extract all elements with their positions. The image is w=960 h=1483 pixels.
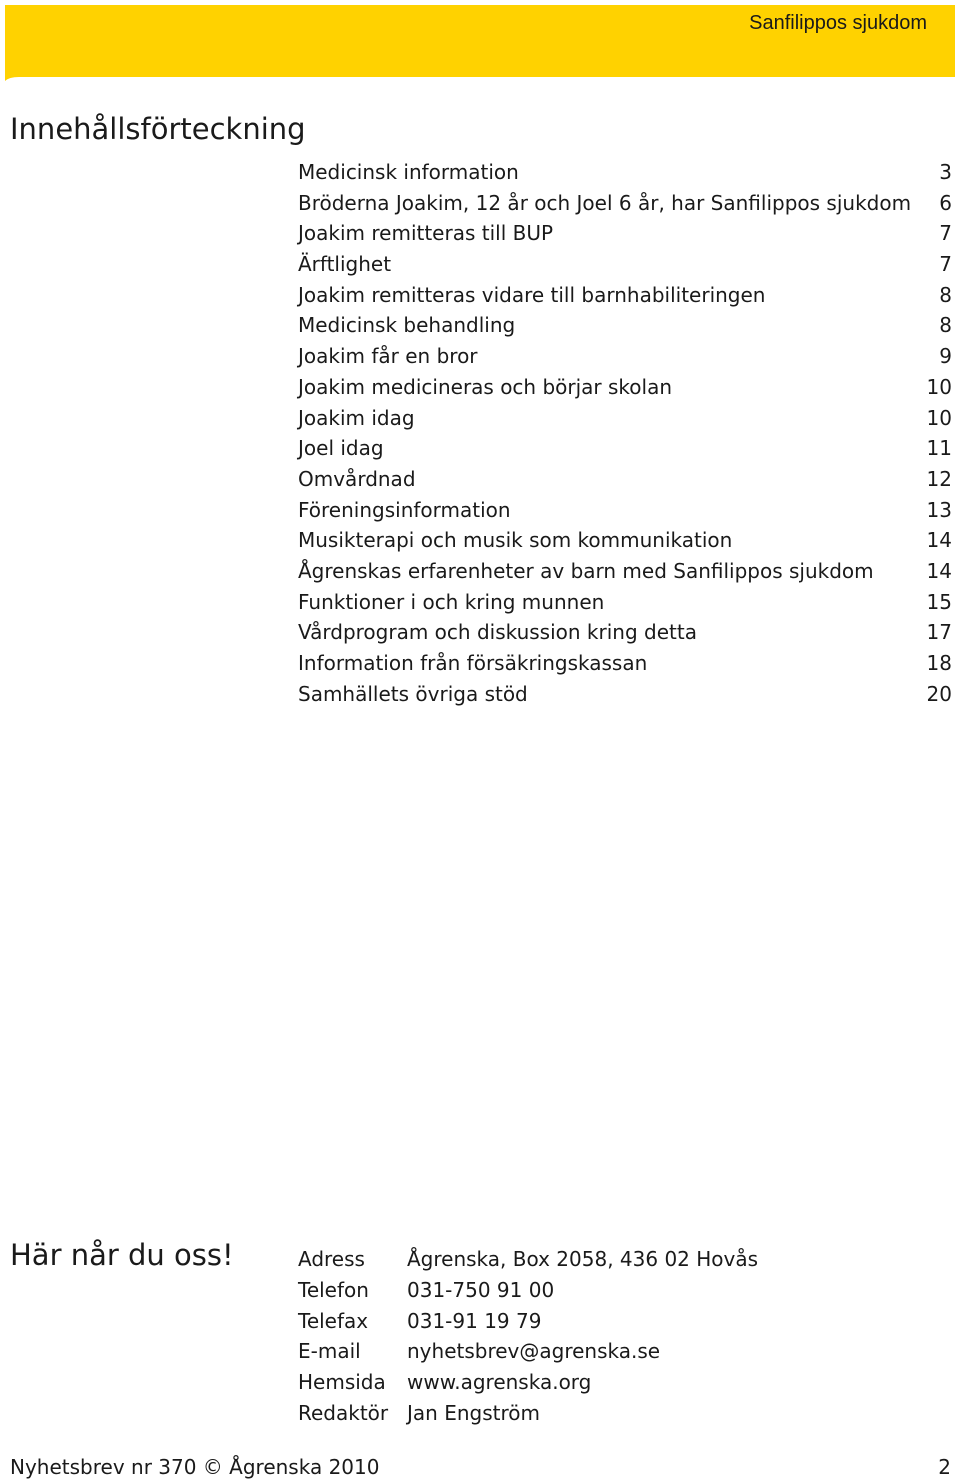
toc-entry [298,157,952,188]
toc-entry [298,587,952,618]
toc-entry [298,310,952,341]
toc-entry-title: Ågrenskas erfarenheter av barn med Sanfilippos sjukdom [298,558,874,583]
toc-entry-page: 11 [926,436,952,461]
toc-entry [298,433,952,464]
toc-entry-title: Omvårdnad [298,466,416,491]
contact-label: Telefax [298,1308,369,1333]
toc-entry [298,617,952,648]
contact-row [298,1398,758,1429]
toc-entry-title: Ärftlighet [298,252,392,277]
contact-value: nyhetsbrev@agrenska.se [407,1339,661,1364]
toc-entry-page: 3 [939,160,952,184]
toc-entry-title: Medicinsk information [298,160,519,184]
contact-row [298,1306,758,1337]
toc-entry [298,188,952,219]
toc-entry [298,341,952,372]
toc-entry-page: 6 [939,190,952,215]
toc-entry-title: Medicinsk behandling [298,313,516,338]
toc-entry-page: 17 [926,620,952,645]
toc-entry-title: Vårdprogram och diskussion kring detta [298,620,697,645]
toc-entry [298,464,952,495]
toc-entry-page: 14 [926,528,952,553]
toc-entry-title: Föreningsinformation [298,497,511,522]
contact-row [298,1336,758,1367]
toc-entry-page: 8 [939,282,952,307]
contact-row [298,1275,758,1306]
toc-entry-title: Samhällets övriga stöd [298,681,528,706]
toc-entry-page: 10 [926,405,952,430]
toc-heading: Innehållsförteckning [10,112,306,146]
toc-entry-title: Joakim remitteras vidare till barnhabiliteringen [298,282,766,307]
toc-entry [298,218,952,249]
contact-row [298,1367,758,1398]
contact-label: Redaktör [298,1400,389,1425]
toc-entry [298,495,952,526]
toc-entry [298,679,952,710]
toc-entry [298,525,952,556]
toc-entry-title: Joakim medicineras och börjar skolan [298,374,673,399]
contact-value: www.agrenska.org [407,1370,592,1395]
toc-entry-page: 8 [939,313,952,338]
toc-entry [298,280,952,311]
contact-label: Adress [298,1247,365,1271]
contact-value: Jan Engström [407,1400,540,1425]
toc-entry-title: Funktioner i och kring munnen [298,589,605,614]
contact-row [298,1244,758,1275]
toc-entry-title: Information från försäkringskassan [298,651,648,675]
footer-text: Nyhetsbrev nr 370 © Ågrenska 2010 [10,1455,380,1479]
toc-entry-title: Joakim remitteras till BUP [298,221,554,246]
contact-label: E-mail [298,1339,361,1364]
toc-entry-page: 7 [939,221,952,246]
toc-entry-title: Bröderna Joakim, 12 år och Joel 6 år, har Sanfilippos sjukdom [298,190,912,215]
toc-entry-page: 14 [926,558,952,583]
contact-label: Hemsida [298,1370,386,1395]
toc-entry [298,403,952,434]
toc-entry-page: 15 [926,589,952,614]
contact-value: Ågrenska, Box 2058, 436 02 Hovås [407,1247,759,1271]
toc-entry-page: 12 [926,466,952,491]
toc-entry-title: Joakim idag [298,405,415,430]
toc-entry-page: 18 [926,651,952,675]
contact-list [298,1244,758,1429]
toc-entry-title: Musikterapi och musik som kommunikation [298,528,733,553]
toc-entry-page: 9 [939,344,952,369]
footer-page-number: 2 [938,1455,951,1479]
toc-entry [298,648,952,679]
contact-value: 031-91 19 79 [407,1308,542,1333]
toc-entry [298,556,952,587]
toc-entry-page: 10 [926,374,952,399]
toc-entry-page: 13 [926,497,952,522]
contact-value: 031-750 91 00 [407,1277,555,1302]
toc-list [298,157,952,709]
toc-entry-title: Joel idag [298,436,384,461]
toc-entry [298,372,952,403]
toc-entry-page: 20 [926,681,952,706]
toc-entry-title: Joakim får en bror [298,344,478,369]
contact-label: Telefon [298,1277,369,1302]
toc-entry-page: 7 [939,252,952,277]
toc-entry [298,249,952,280]
contact-heading: Här når du oss! [10,1238,234,1272]
header-title: Sanfilippos sjukdom [749,12,927,34]
